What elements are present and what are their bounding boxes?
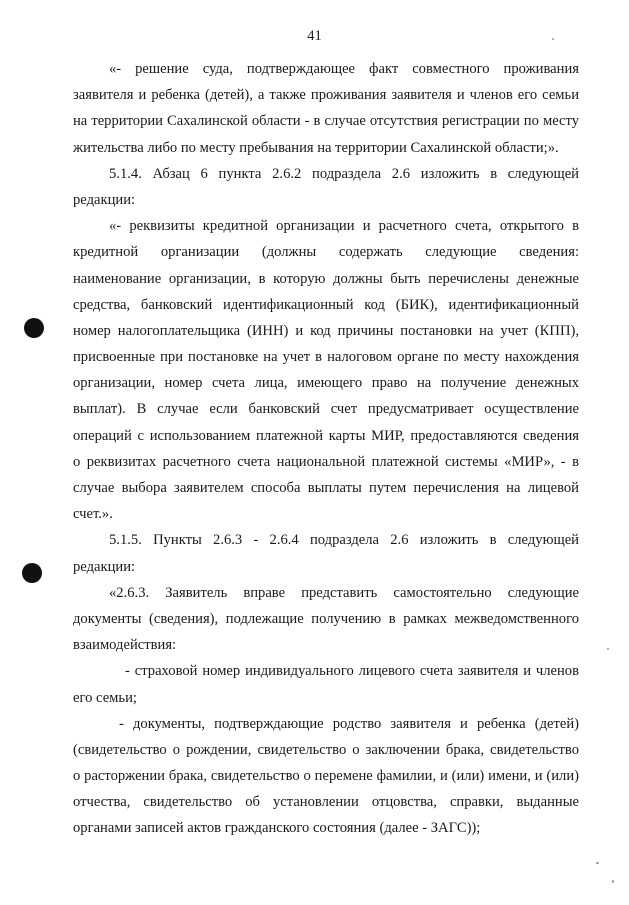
- text-line: операций с использованием платежной карты МИР, предоставляются сведения: [73, 427, 579, 444]
- paragraph: [73, 658, 579, 710]
- paragraph: [73, 161, 579, 213]
- text-line: заявителя и ребенка (детей), а также проживания заявителя и членов его семьи: [73, 87, 579, 104]
- text-line: средства, банковский идентификационный код (БИК), идентификационный: [73, 296, 579, 313]
- text-line: редакции:: [73, 191, 136, 208]
- text-line: счет.».: [73, 506, 113, 523]
- text-line: случае выбора заявителем способа выплаты путем перечисления на лицевой: [73, 480, 579, 496]
- scan-speck: [596, 862, 599, 864]
- paragraph: [73, 213, 579, 527]
- text-line: - страховой номер индивидуального лицевого счета заявителя и членов: [125, 663, 579, 680]
- scan-speck: [612, 880, 614, 883]
- text-line: присвоенные при постановке на учет в налоговом органе по месту нахождения: [73, 349, 579, 366]
- text-line: номер налогоплательщика (ИНН) и код причины постановки на учет (КПП),: [73, 322, 579, 339]
- punch-hole-mark: [24, 318, 44, 338]
- text-line: документы (сведения), подлежащие получению в рамках межведомственного: [73, 610, 579, 627]
- scan-speck: [552, 38, 554, 40]
- text-line: наименование организации, в которую должны быть перечислены денежные: [73, 270, 579, 287]
- text-line: о расторжении брака, свидетельство о перемене фамилии, и (или) имени, и (или): [73, 768, 579, 785]
- text-line: - документы, подтверждающие родство заявителя и ребенка (детей): [119, 715, 579, 732]
- document-body: [73, 56, 579, 842]
- text-line: о реквизитах расчетного счета национальной платежной системы «МИР», - в: [73, 453, 579, 470]
- text-line: «2.6.3. Заявитель вправе представить самостоятельно следующие: [109, 584, 579, 601]
- text-line: взаимодействия:: [73, 637, 177, 654]
- text-line: на территории Сахалинской области - в случае отсутствия регистрации по месту: [73, 113, 579, 130]
- text-line: редакции:: [73, 558, 136, 575]
- paragraph: [73, 711, 579, 842]
- text-line: кредитной организации (должны содержать следующие сведения:: [73, 244, 579, 261]
- paragraph: [73, 527, 579, 579]
- text-line: «- реквизиты кредитной организации и расчетного счета, открытого в: [109, 218, 579, 235]
- text-line: его семьи;: [73, 689, 137, 706]
- paragraph: [73, 580, 579, 659]
- text-line: (свидетельство о рождении, свидетельство о заключении брака, свидетельство: [73, 741, 579, 758]
- text-line: жительства либо по месту пребывания на территории Сахалинской области;».: [73, 139, 559, 156]
- text-line: органами записей актов гражданского состояния (далее - ЗАГС));: [73, 820, 481, 837]
- scan-speck: [607, 648, 609, 650]
- text-line: выплат). В случае если банковский счет предусматривает осуществление: [73, 401, 579, 418]
- text-line: отчества, свидетельство об установлении отцовства, справки, выданные: [73, 794, 579, 811]
- page-number: 41: [307, 28, 322, 44]
- text-line: 5.1.4. Абзац 6 пункта 2.6.2 подраздела 2.6 изложить в следующей: [109, 165, 579, 182]
- text-line: 5.1.5. Пункты 2.6.3 - 2.6.4 подраздела 2.6 изложить в следующей: [109, 532, 579, 549]
- text-line: организации, номер счета лица, имеющего право на получение денежных: [73, 375, 579, 392]
- paragraph: [73, 56, 579, 161]
- text-line: «- решение суда, подтверждающее факт совместного проживания: [109, 61, 579, 77]
- punch-hole-mark: [22, 563, 42, 583]
